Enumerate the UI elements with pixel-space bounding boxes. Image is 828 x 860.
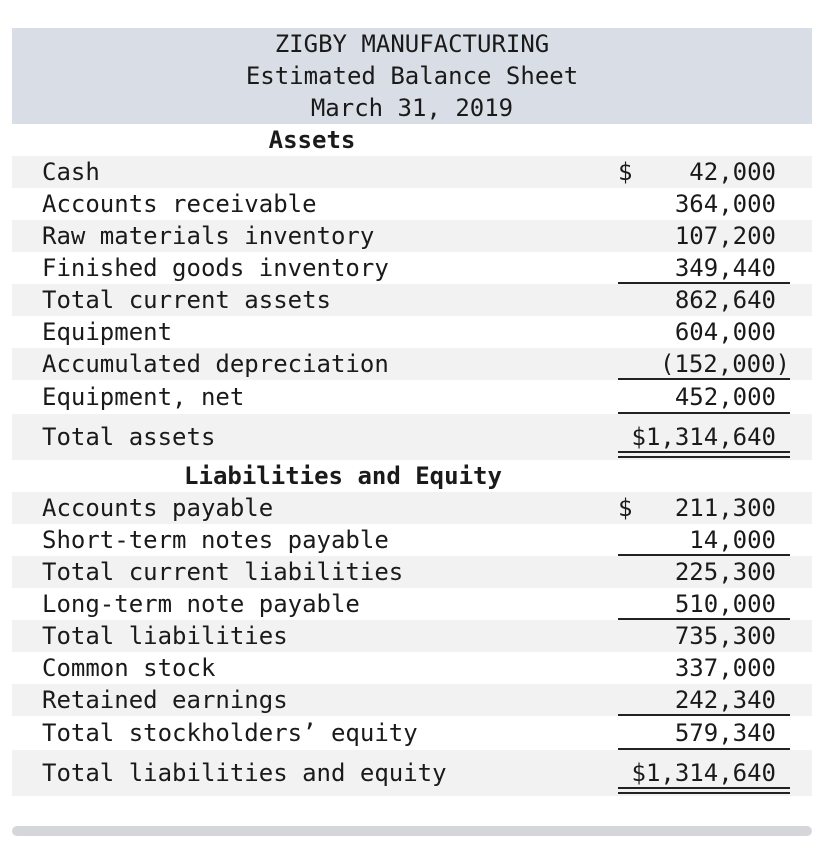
table-row bbox=[12, 524, 812, 556]
row-label: Accounts receivable bbox=[42, 190, 317, 218]
row-label: Total current assets bbox=[42, 286, 331, 314]
table-row bbox=[12, 652, 812, 684]
row-amount: 337,000 bbox=[674, 654, 776, 682]
row-label: Retained earnings bbox=[42, 686, 288, 714]
row-amount: 862,640 bbox=[674, 286, 776, 314]
table-row bbox=[12, 620, 812, 652]
balance-sheet bbox=[12, 28, 812, 796]
table-row bbox=[12, 284, 812, 316]
table-row bbox=[12, 380, 812, 414]
row-amount: 364,000 bbox=[674, 190, 776, 218]
table-row bbox=[12, 316, 812, 348]
row-amount: $1,314,640 bbox=[631, 423, 776, 451]
statement-date: March 31, 2019 bbox=[310, 94, 514, 122]
row-label: Total current liabilities bbox=[42, 558, 404, 586]
row-amount: 579,340 bbox=[674, 719, 776, 747]
table-row bbox=[12, 556, 812, 588]
row-amount: 225,300 bbox=[674, 558, 776, 586]
sheet-header bbox=[12, 28, 812, 124]
row-amount: 211,300 bbox=[674, 494, 776, 522]
row-amount: (152,000) bbox=[659, 350, 790, 378]
row-label: Accumulated depreciation bbox=[42, 350, 389, 378]
row-label: Raw materials inventory bbox=[42, 222, 375, 250]
row-amount: $1,314,640 bbox=[631, 759, 776, 787]
liabilities-heading: Liabilities and Equity bbox=[184, 462, 502, 490]
row-amount: 735,300 bbox=[674, 622, 776, 650]
row-amount: 14,000 bbox=[689, 526, 776, 554]
table-row bbox=[12, 348, 812, 380]
row-label: Short-term notes payable bbox=[42, 526, 389, 554]
row-label: Total liabilities bbox=[42, 622, 288, 650]
row-label: Cash bbox=[42, 158, 100, 186]
row-amount: 242,340 bbox=[674, 686, 776, 714]
table-row bbox=[12, 220, 812, 252]
table-row bbox=[12, 156, 812, 188]
row-label: Finished goods inventory bbox=[42, 254, 389, 282]
row-label: Common stock bbox=[42, 654, 216, 682]
row-label: Total assets bbox=[42, 423, 216, 451]
double-underline-rule bbox=[618, 451, 790, 458]
double-underline-rule bbox=[618, 787, 790, 794]
table-row bbox=[12, 716, 812, 750]
dollar-sign: $ bbox=[618, 158, 633, 186]
company-name: ZIGBY MANUFACTURING bbox=[274, 30, 550, 58]
statement-title: Estimated Balance Sheet bbox=[245, 62, 579, 90]
dollar-sign: $ bbox=[618, 494, 633, 522]
row-amount: 349,440 bbox=[674, 254, 776, 282]
table-row bbox=[12, 750, 812, 796]
table-row bbox=[12, 414, 812, 460]
horizontal-scrollbar[interactable] bbox=[12, 826, 812, 836]
assets-heading: Assets bbox=[268, 126, 356, 154]
table-row bbox=[12, 684, 812, 716]
row-amount: 452,000 bbox=[674, 383, 776, 411]
row-amount: 42,000 bbox=[689, 158, 776, 186]
table-row bbox=[12, 588, 812, 620]
row-label: Accounts payable bbox=[42, 494, 274, 522]
row-label: Equipment, net bbox=[42, 383, 245, 411]
table-row bbox=[12, 188, 812, 220]
row-label: Total liabilities and equity bbox=[42, 759, 447, 787]
row-label: Total stockholders’ equity bbox=[42, 719, 418, 747]
row-amount: 510,000 bbox=[674, 590, 776, 618]
row-amount: 604,000 bbox=[674, 318, 776, 346]
table-row bbox=[12, 252, 812, 284]
table-row bbox=[12, 492, 812, 524]
row-label: Equipment bbox=[42, 318, 173, 346]
row-label: Long-term note payable bbox=[42, 590, 360, 618]
row-amount: 107,200 bbox=[674, 222, 776, 250]
